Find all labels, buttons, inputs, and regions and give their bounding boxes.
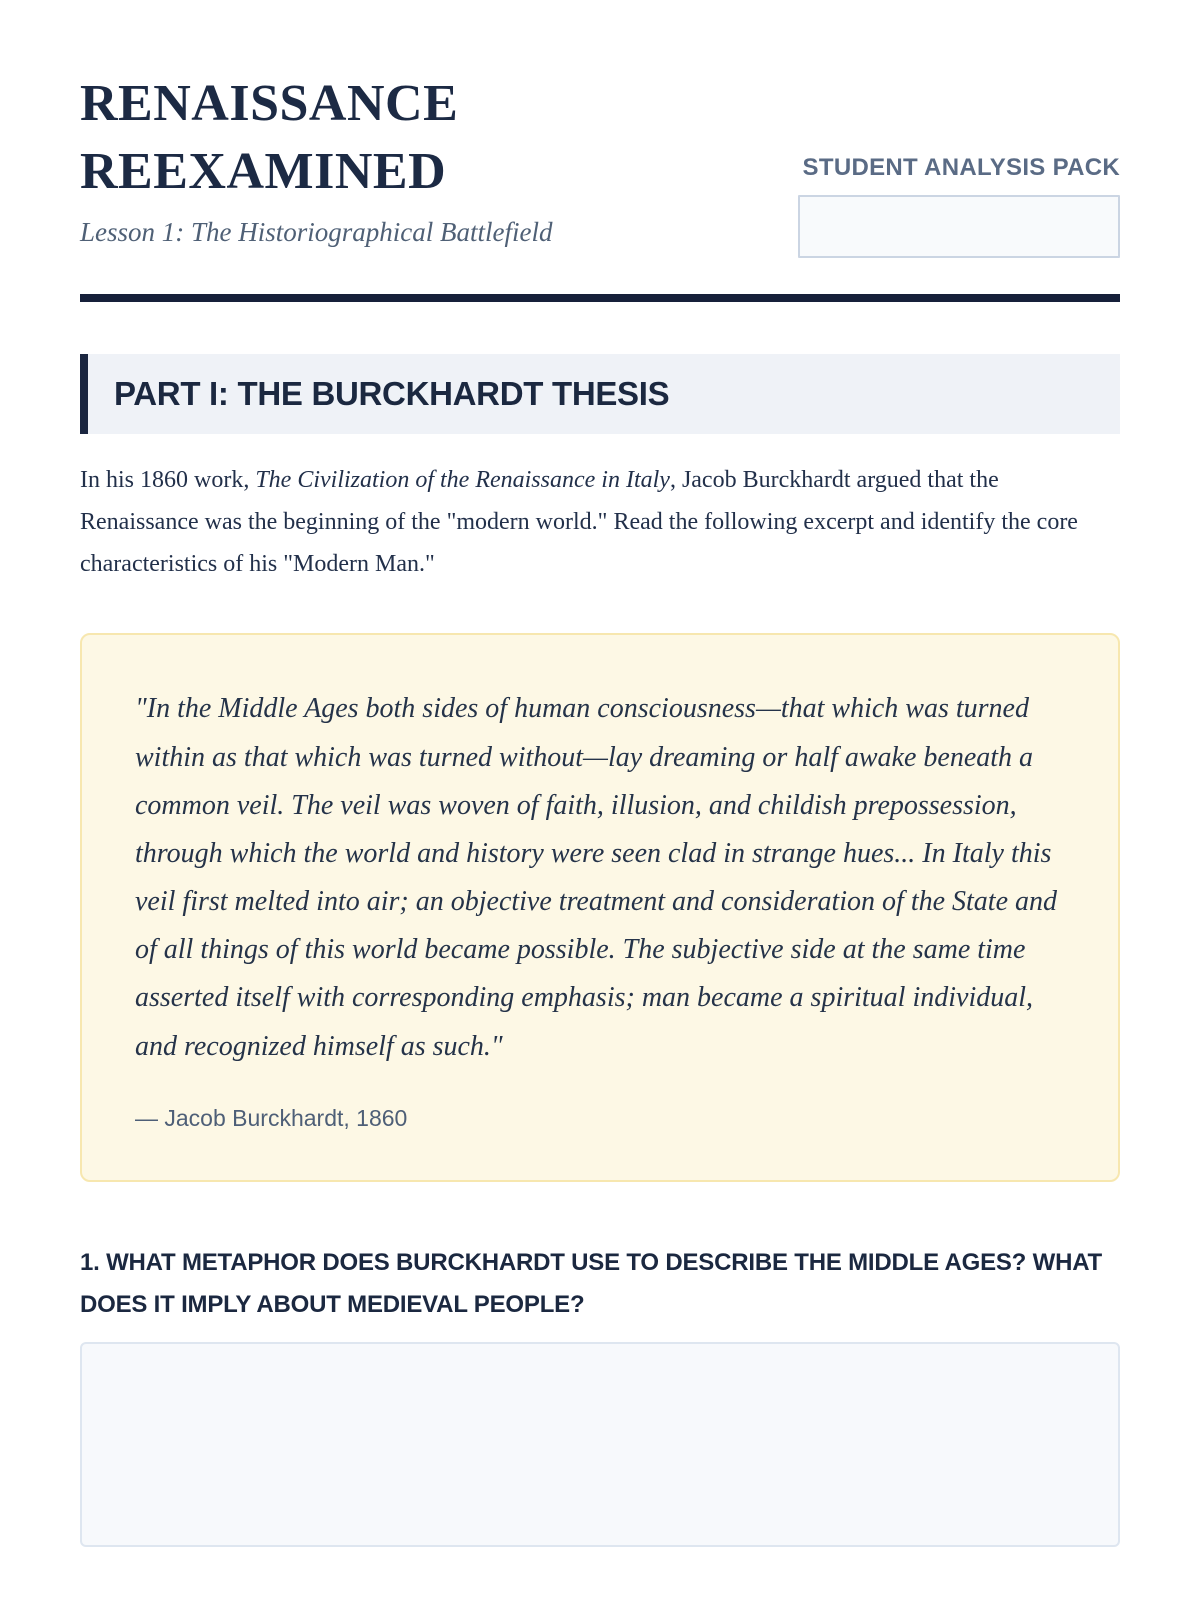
intro-text-prefix: In his 1860 work, (80, 467, 256, 494)
quote-attribution: — Jacob Burckhardt, 1860 (135, 1104, 408, 1131)
book-title-italic: The Civilization of the Renaissance in Italy (255, 467, 670, 494)
header-divider (80, 294, 1120, 302)
lesson-subtitle: Lesson 1: The Historiographical Battlefield (80, 217, 553, 248)
header-title-block (80, 70, 700, 248)
header (80, 70, 1120, 248)
student-name-input[interactable] (798, 195, 1120, 258)
question-1-label: 1. WHAT METAPHOR DOES BURCKHARDT USE TO DESCRIBE THE MIDDLE AGES? WHAT DOES IT IMPLY ABOUT MEDIEVAL PEOPLE? (80, 1248, 1103, 1318)
intro-text-suffix: , Jacob Burckhardt argued that the Renaissance was the beginning of the "modern world." Read the following excerpt and identify the core characteristics of his "Modern Man." (80, 467, 1078, 577)
quote-text: "In the Middle Ages both sides of human consciousness—that which was turned within as that which was turned without—lay dreaming or half awake beneath a common veil. The veil was woven of faith, illusion, and childish prepossession, through which the world and history were seen clad in strange hues... In Italy this veil first melted into air; an objective treatment and consideration of the State and of all things of this world became possible. The subjective side at the same time asserted itself with corresponding emphasis; man became a spiritual individual, and recognized himself as such." (135, 693, 1058, 1062)
section-heading: PART I: THE BURCKHARDT THESIS (80, 354, 1120, 434)
intro-paragraph (80, 460, 1120, 585)
page-title: RENAISSANCE REEXAMINED (80, 75, 459, 200)
student-pack-block (798, 154, 1120, 258)
question-1-answer-input[interactable] (80, 1342, 1120, 1547)
pack-label: STUDENT ANALYSIS PACK (802, 154, 1120, 182)
quote-box (80, 633, 1120, 1181)
